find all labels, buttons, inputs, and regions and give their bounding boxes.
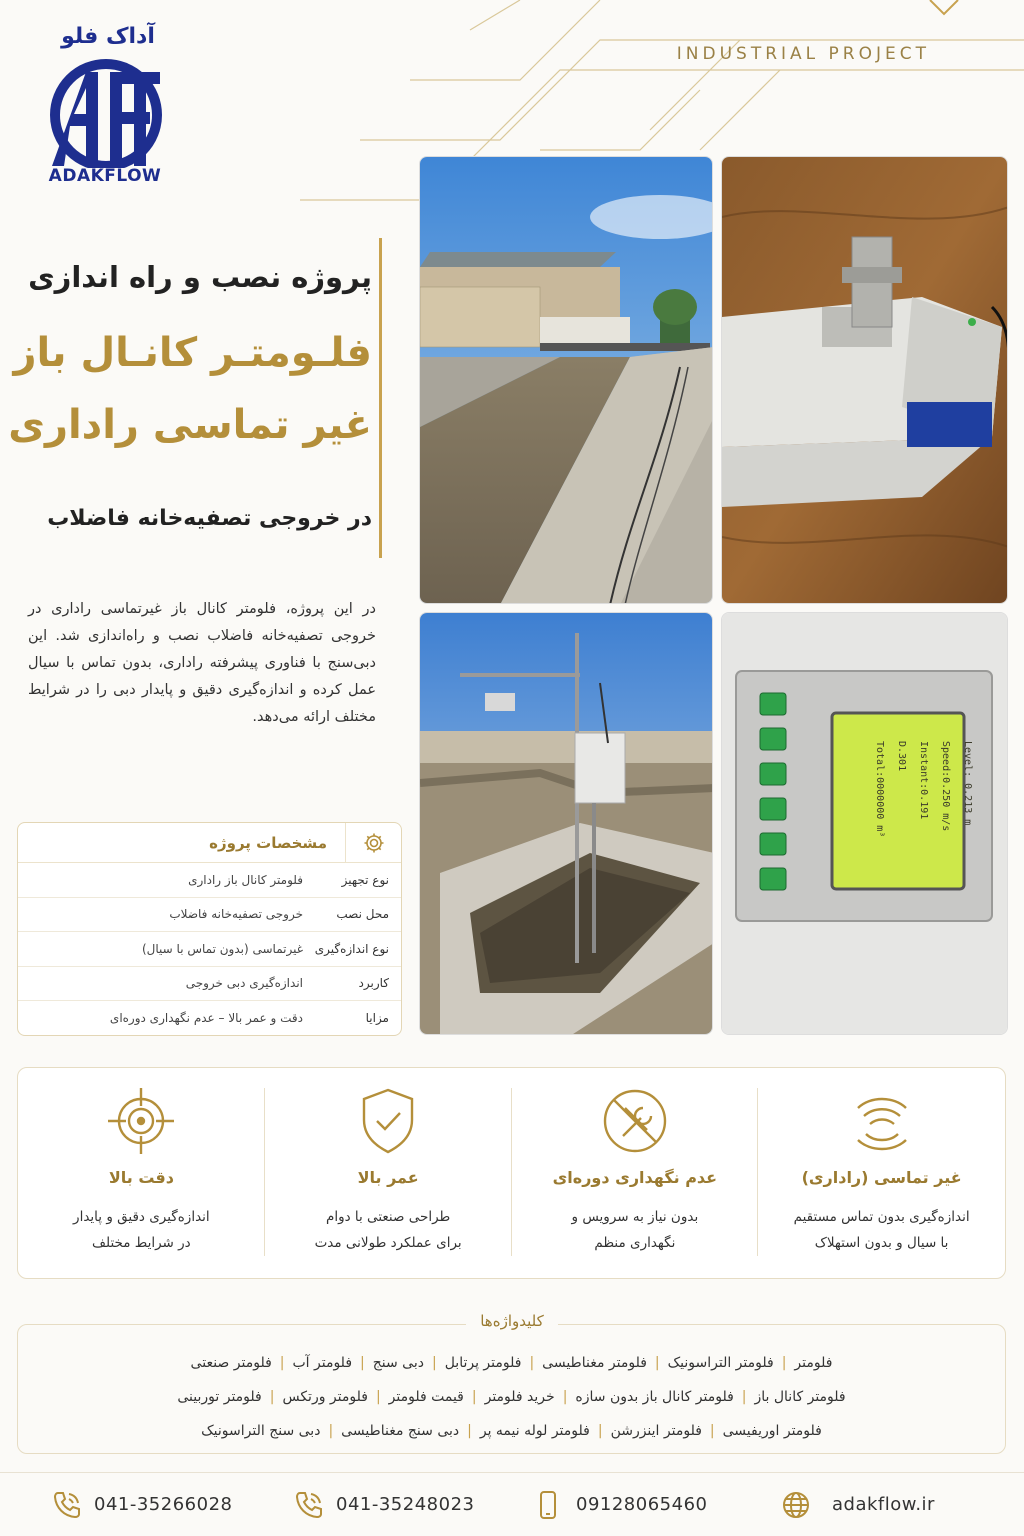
photo-canal [419,156,713,604]
spec-row [18,967,401,1002]
keyword-separator: | [529,1355,535,1371]
keyword-separator: | [562,1389,568,1405]
tagline: INDUSTRIAL PROJECT [676,44,930,64]
keyword-separator: | [467,1423,472,1439]
keyword-item[interactable]: فلومتر اوریفیسی [722,1423,822,1439]
keyword-item[interactable]: دبی سنج [372,1355,424,1371]
spec-key: نوع تجهیز [341,872,389,887]
keywords-box [17,1324,1006,1454]
no-maintenance-tools-icon [597,1086,673,1156]
keyword-separator: | [781,1355,787,1371]
project-description: در این پروژه، فلومتر کانال باز غیرتماسی راداری در خروجی تصفیه‌خانه فاضلاب نصب و راه‌اندازی شد. این دبی‌سنج با فناوری پیشرفته راداری، بدون تماس با سیال عمل کرده و اندازه‌گیری دقیق و پایدار دبی را در شرایط مختلف ارائه می‌دهد. [28,601,376,725]
lcd-line: Level: 0.213 m [962,741,973,826]
title-line-1: پروژه نصب و راه اندازی [28,260,372,294]
feature-description [18,1204,265,1256]
keyword-separator: | [741,1389,747,1405]
spec-value: اندازه‌گیری دبی خروجی [185,976,303,991]
keyword-item[interactable]: فلومتر [794,1355,833,1371]
spec-row [18,863,401,898]
keywords-title [0,1312,1024,1330]
keyword-separator: | [279,1355,285,1371]
keyword-item[interactable]: فلومتر پرتابل [444,1355,522,1371]
feature-high-accuracy [18,1068,265,1278]
specs-title: مشخصات پروژه [209,833,327,852]
lcd-line: Speed:0.250 m/s [940,741,951,832]
keyword-separator: | [269,1389,275,1405]
lcd-line: Instant:0.191 [918,741,929,820]
phone-icon [50,1489,82,1521]
spec-key: کاربرد [358,976,389,991]
keyword-item[interactable]: فلومتر کانال باز بدون سازه [575,1389,734,1405]
phone-icon [292,1489,324,1521]
target-crosshair-icon [103,1086,179,1156]
contact-phone-1[interactable] [50,1489,232,1521]
title-line-4: در خروجی تصفیه‌خانه فاضلاب [47,506,372,531]
lcd-line: Total:0000000 m³ [874,741,885,838]
keyword-separator: | [375,1389,381,1405]
contact-mobile-text: 09128065460 [576,1494,708,1515]
contact-mobile[interactable] [532,1489,707,1521]
feature-desc-line: در شرایط مختلف [92,1235,191,1251]
contact-phone-2-text: 041-35248023 [336,1494,475,1515]
lcd-line: D.301 [896,741,907,772]
keyword-item[interactable]: دبی سنج التراسونیک [201,1423,321,1439]
feature-description [758,1204,1005,1256]
contact-phone-2[interactable] [292,1489,474,1521]
feature-desc-line: اندازه‌گیری دقیق و پایدار [73,1209,210,1225]
spec-row [18,898,401,933]
keyword-item[interactable]: فلومتر اینزرشن [610,1423,702,1439]
title-line-3: غیر تماسی راداری [8,402,372,448]
feature-desc-line: بدون نیاز به سرویس و [571,1209,699,1225]
spec-key: نوع اندازه‌گیری [314,941,389,956]
title-accent-bar [379,238,382,558]
feature-desc-line: نگهداری منظم [594,1235,676,1251]
feature-desc-line: اندازه‌گیری بدون تماس مستقیم [793,1209,970,1225]
feature-title: عمر بالا [357,1168,419,1187]
keyword-item[interactable]: فلومتر توربینی [177,1389,262,1405]
keyword-item[interactable]: فلومتر آب [292,1355,353,1371]
radar-waves-icon [844,1086,920,1156]
contact-website[interactable] [780,1489,935,1521]
keyword-item[interactable]: خرید فلومتر [484,1389,555,1405]
lcd-readout [818,741,978,861]
keywords-row [48,1389,975,1405]
project-specs-table [17,822,402,1036]
spec-row [18,932,401,967]
keywords-title-text: کلیدواژه‌ها [466,1312,558,1330]
keyword-item[interactable]: فلومتر التراسونیک [667,1355,774,1371]
brand-name-en: ADAKFLOW [48,166,162,186]
contact-website-text[interactable]: adakflow.ir [832,1494,935,1515]
keyword-separator: | [597,1423,603,1439]
title-line-2: فلـومتـر کانـال باز [13,330,372,376]
feature-desc-line: طراحی صنعتی با دوام [325,1209,451,1225]
keyword-item[interactable]: فلومتر صنعتی [190,1355,272,1371]
shield-check-icon [350,1086,426,1156]
keyword-separator: | [328,1423,334,1439]
feature-contactless [758,1068,1005,1278]
feature-description [512,1204,759,1256]
photo-radar-sensor [721,156,1008,604]
keywords-row [48,1423,975,1439]
photo-site-installation [419,612,713,1035]
keyword-separator: | [654,1355,660,1371]
feature-description [265,1204,512,1256]
spec-value: فلومتر کانال باز راداری [188,872,303,887]
keyword-item[interactable]: فلومتر مغناطیسی [542,1355,647,1371]
feature-title: غیر تماسی (راداری) [801,1168,962,1187]
feature-title: دقت بالا [108,1168,174,1187]
keyword-separator: | [360,1355,365,1371]
keyword-item[interactable]: فلومتر کانال باز [754,1389,846,1405]
spec-value: غیرتماسی (بدون تماس با سیال) [141,941,303,956]
keyword-item[interactable]: دبی سنج مغناطیسی [341,1423,460,1439]
keyword-separator: | [709,1423,715,1439]
af-logo-mark [34,58,179,168]
feature-long-life [265,1068,512,1278]
spec-key: مزایا [365,1011,389,1026]
spec-key: محل نصب [336,907,389,922]
keyword-separator: | [431,1355,437,1371]
brand-logo [26,24,186,194]
spec-value: خروجی تصفیه‌خانه فاضلاب [169,907,303,922]
keyword-item[interactable]: قیمت فلومتر [388,1389,464,1405]
features-bar [17,1067,1006,1279]
feature-title: عدم نگهداری دوره‌ای [552,1168,718,1187]
globe-icon [780,1489,812,1521]
keywords-row [48,1355,975,1371]
feature-desc-line: برای عملکرد طولانی مدت [314,1235,462,1251]
feature-desc-line: با سیال و بدون استهلاک [814,1235,949,1251]
brand-name-fa: آداک فلو [61,24,155,49]
specs-header [18,823,401,863]
spec-value: دقت و عمر بالا – عدم نگهداری دوره‌ای [109,1011,303,1026]
contact-phone-1-text: 041-35266028 [94,1494,233,1515]
keyword-item[interactable]: فلومتر لوله نیمه پر [479,1423,590,1439]
keyword-separator: | [471,1389,477,1405]
spec-row [18,1001,401,1036]
contact-footer [0,1472,1024,1536]
photo-display-panel [721,612,1008,1035]
feature-no-maintenance [512,1068,759,1278]
keyword-item[interactable]: فلومتر ورتکس [282,1389,368,1405]
mobile-phone-icon [532,1489,564,1521]
gear-icon [345,823,401,863]
